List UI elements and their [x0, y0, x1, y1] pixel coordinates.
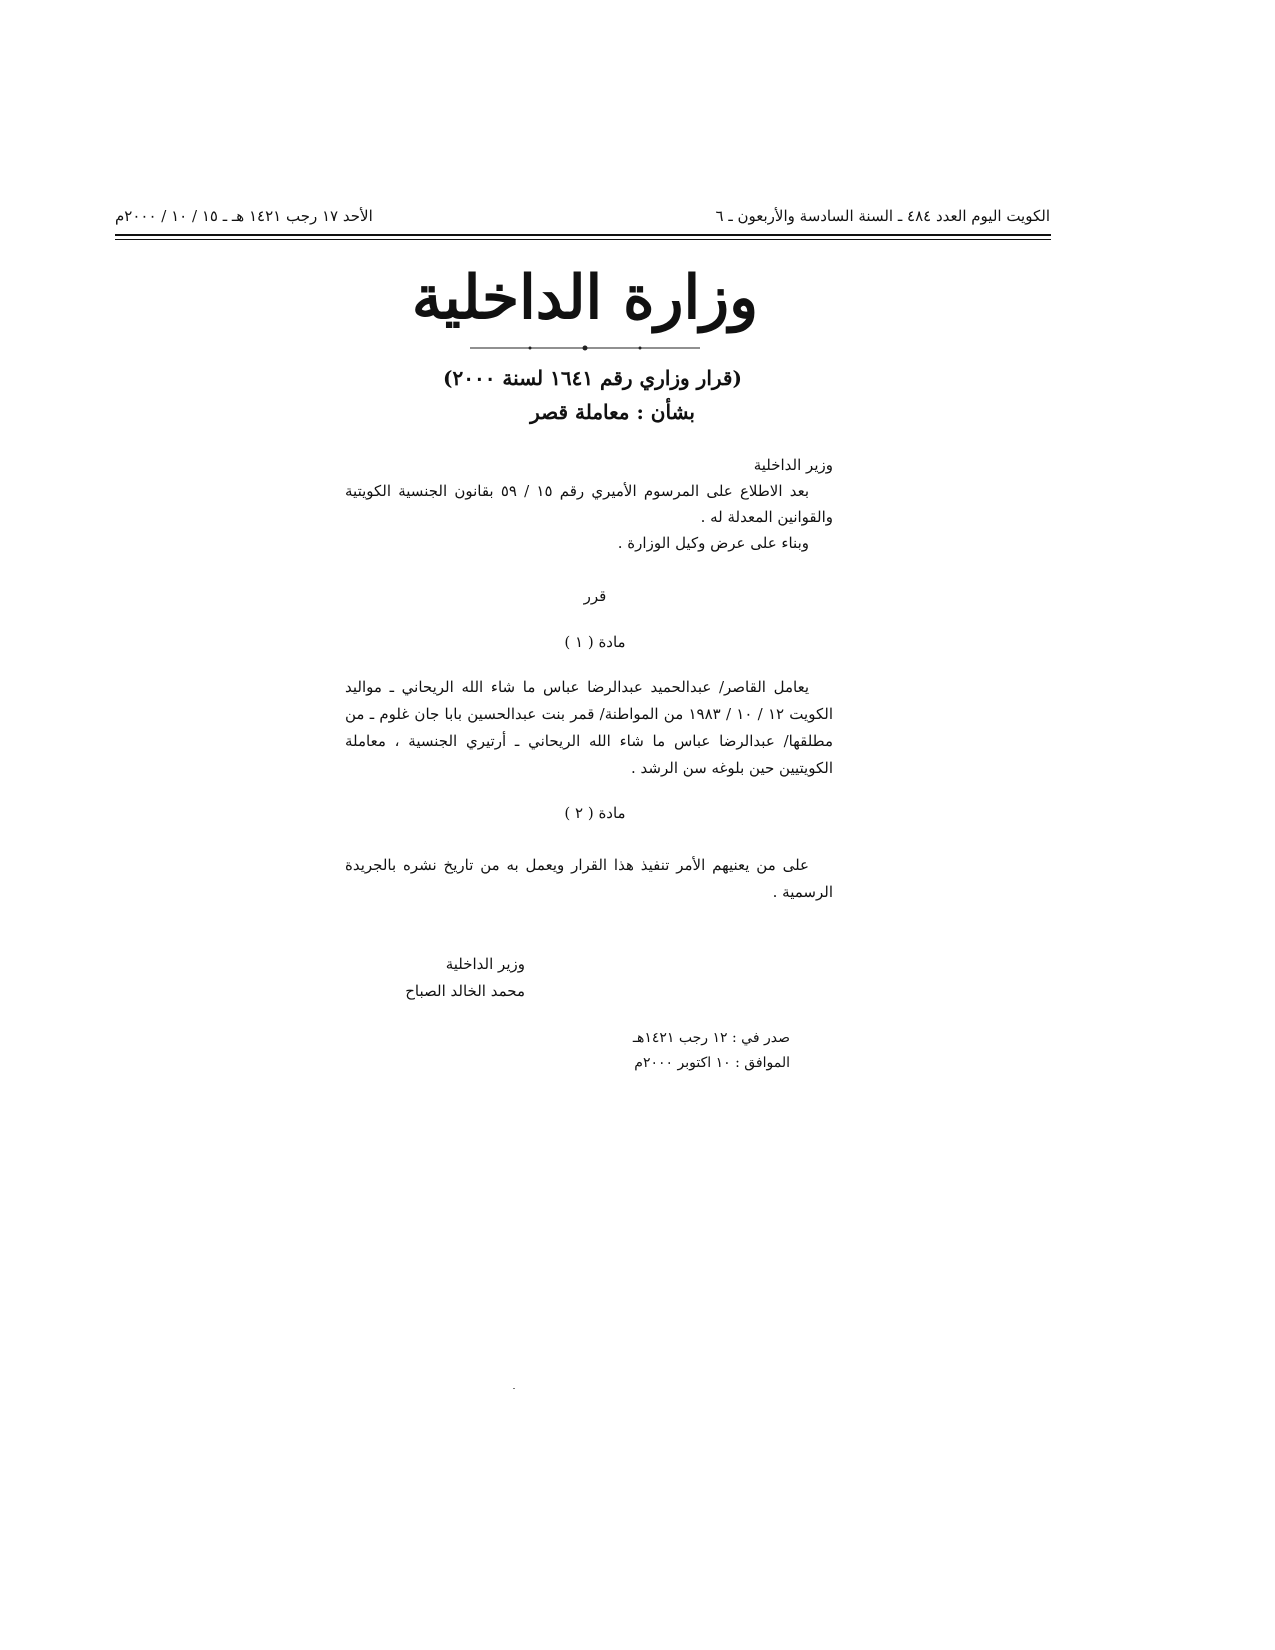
gazette-date: الأحد ١٧ رجب ١٤٢١ هـ ـ ١٥ / ١٠ / ٢٠٠٠م [115, 207, 373, 225]
ministry-name: وزارة الداخلية [411, 263, 759, 333]
preamble-proposal: وبناء على عرض وكيل الوزارة . [617, 534, 809, 552]
signature-name: محمد الخالد الصباح [405, 982, 525, 1000]
issued-date-hijri: صدر في : ١٢ رجب ١٤٢١هـ [632, 1030, 790, 1046]
decision-title: (قرار وزاري رقم ١٦٤١ لسنة ٢٠٠٠) [443, 366, 742, 390]
preamble-recital: بعد الاطلاع على المرسوم الأميري رقم ١٥ / ٥٩ بقانون الجنسية الكويتية والقوانين المعدلة له . [345, 482, 833, 526]
decision-subject: بشأن : معاملة قصر [530, 400, 695, 424]
article-2-heading: مادة ( ٢ ) [564, 804, 626, 822]
article-2-text: على من يعنيهم الأمر تنفيذ هذا القرار ويعمل به من تاريخ نشره بالجريدة الرسمية . [345, 856, 833, 901]
issued-date-gregorian: الموافق : ١٠ اكتوبر ٢٠٠٠م [634, 1055, 790, 1071]
ornament-divider-icon [470, 344, 700, 352]
scan-speck [513, 1388, 515, 1389]
article-1-heading: مادة ( ١ ) [564, 633, 626, 651]
header-rule [115, 234, 1051, 236]
preamble-minister: وزير الداخلية [753, 456, 833, 474]
decided-label: قرر [583, 587, 607, 605]
signature-title: وزير الداخلية [445, 955, 525, 973]
header-rule-thin [115, 239, 1051, 240]
article-1-text: يعامل القاصر/ عبدالحميد عبدالرضا عباس ما شاء الله الريحاني ـ مواليد الكويت ١٢ / ١٠ / ١٩٨٣ من المواطنة/ قمر بنت عبدالحسين بابا جان غلوم ـ من مطلقها/ عبدالرضا عباس ما شاء الله الريحاني ـ أرتيري الجنسية ، معاملة الكويتيين حين بلوغه سن الرشد . [345, 678, 833, 777]
gazette-issue-info: الكويت اليوم العدد ٤٨٤ ـ السنة السادسة والأربعون ـ ٦ [715, 207, 1050, 225]
